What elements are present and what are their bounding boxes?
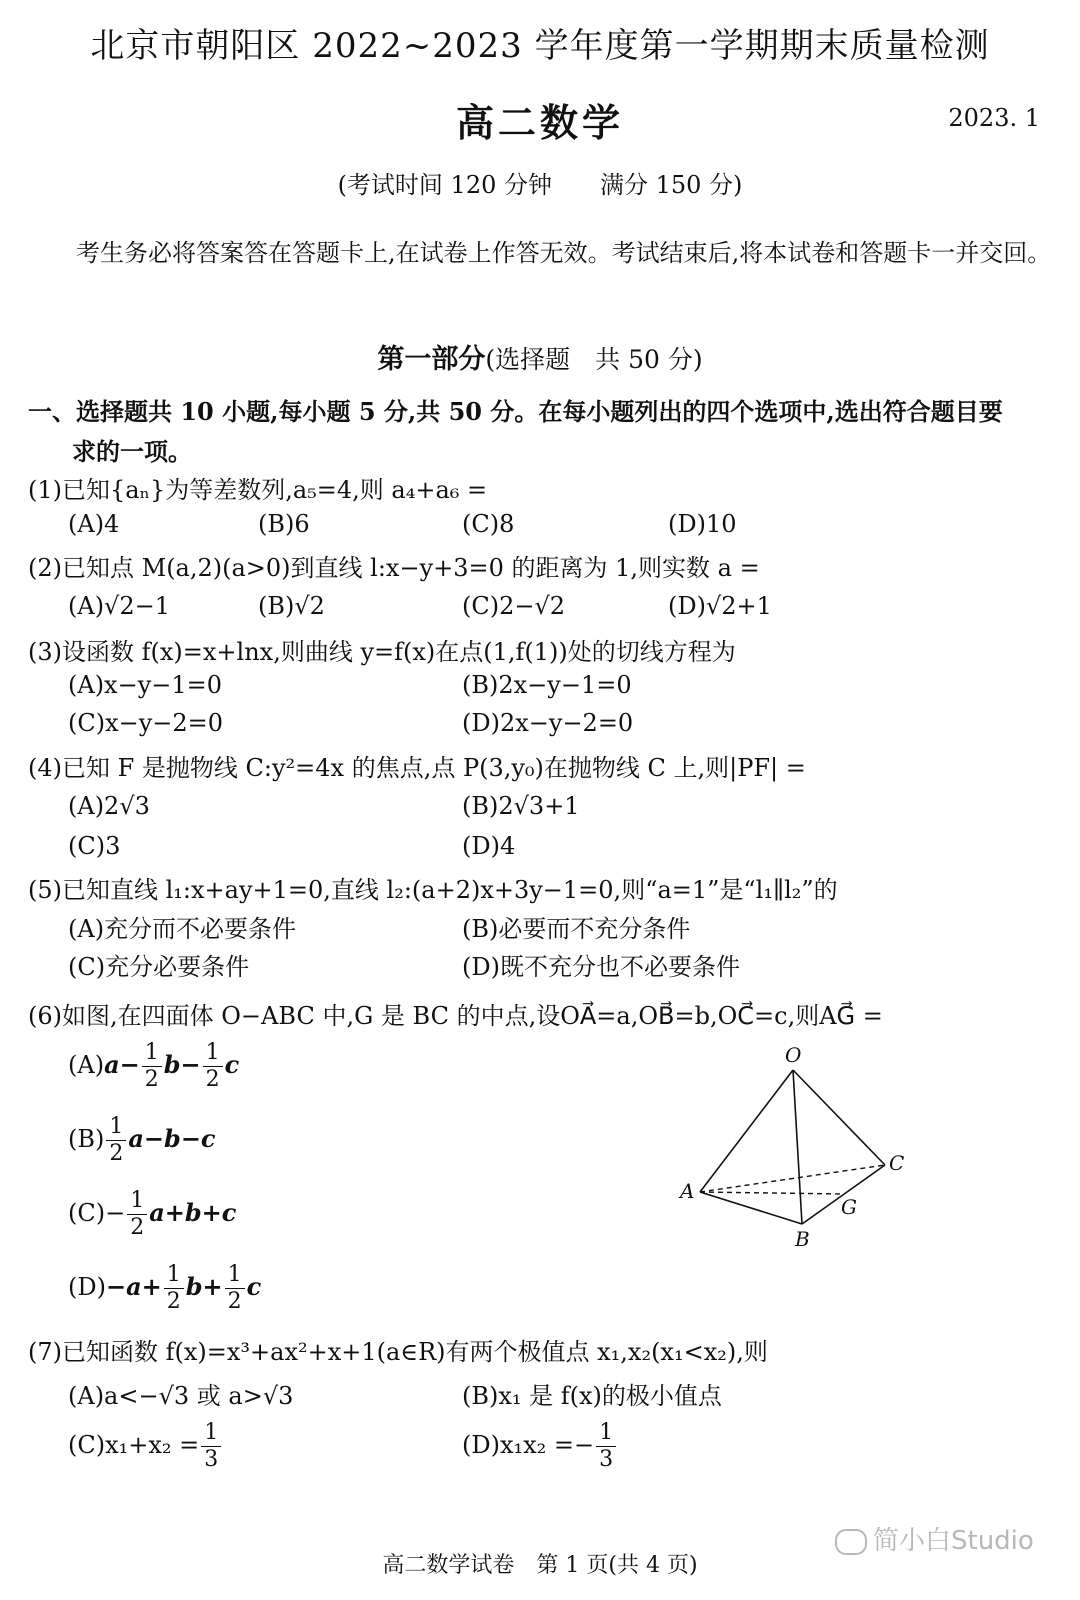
tetrahedron-figure [675,1042,915,1252]
q6-option-d: (D)−a+ $\frac{1}{2}$ b+ $\frac{1}{2}$ c [68,1262,262,1314]
section-line-2: 求的一项。 [72,437,192,466]
section-instructions [28,392,1063,472]
q1-option-b: (B)6 [258,510,310,538]
edge-ac-dashed [700,1165,885,1192]
part-detail: (选择题 共 50 分) [485,345,703,374]
q3-option-c: (C)x−y−2=0 [68,709,224,737]
q2-option-d: (D)√2+1 [668,592,772,620]
q7-option-a: (A)a<−√3 或 a>√3 [68,1382,294,1410]
q3-option-d: (D)2x−y−2=0 [462,709,634,737]
q6-option-b: (B) $\frac{1}{2}$ a−b−c [68,1114,216,1166]
question-5-stem: (5)已知直线 l₁:x+ay+1=0,直线 l₂:(a+2)x+3y−1=0,则“a=1”是“l₁∥l₂”的 [28,876,838,904]
label-c: C [889,1151,905,1175]
page-footer: 高二数学试卷 第 1 页(共 4 页) [382,1553,698,1578]
watermark: 简小白Studio [835,1520,1034,1557]
q2-option-c: (C)2−√2 [462,592,566,620]
exam-title: 北京市朝阳区 2022~2023 学年度第一学期期末质量检测 [90,26,990,66]
label-o: O [785,1043,802,1067]
q3-option-a: (A)x−y−1=0 [68,671,223,699]
q1-option-a: (A)4 [68,510,120,538]
q5-option-b: (B)必要而不充分条件 [462,915,691,943]
q4-option-a: (A)2√3 [68,792,150,820]
segment-ag-dashed [700,1192,843,1194]
q7-option-c: (C)x₁+x₂ = $\frac{1}{3}$ [68,1420,223,1473]
q4-option-b: (B)2√3+1 [462,792,580,820]
q5-option-c: (C)充分必要条件 [68,953,250,981]
part-heading [0,337,1080,376]
q5-option-d: (D)既不充分也不必要条件 [462,953,740,981]
exam-notice: 考生务必将答案答在答题卡上,在试卷上作答无效。考试结束后,将本试卷和答题卡一并交回。 [76,239,1052,267]
question-4-stem: (4)已知 F 是抛物线 C:y²=4x 的焦点,点 P(3,y₀)在抛物线 C 上,则|PF| = [28,754,806,782]
label-b: B [795,1227,810,1251]
question-1-stem: (1)已知{aₙ}为等差数列,a₅=4,则 a₄+a₆ = [28,476,488,504]
q7-option-d: (D)x₁x₂ =− $\frac{1}{3}$ [462,1420,618,1473]
q2-option-a: (A)√2−1 [68,592,170,620]
edge-oc [793,1070,885,1165]
q4-option-c: (C)3 [68,832,121,860]
exam-info: (考试时间 120 分钟 满分 150 分) [337,171,743,199]
question-6-stem: (6)如图,在四面体 O−ABC 中,G 是 BC 的中点,设OA⃗=a,OB⃗=b,OC⃗=c,则AG⃗ = [28,1002,883,1030]
section-line-1: 一、选择题共 10 小题,每小题 5 分,共 50 分。在每小题列出的四个选项中,选出符合题目要 [28,397,1003,426]
edge-oa [700,1070,793,1192]
q2-option-b: (B)√2 [258,592,325,620]
q7-option-b: (B)x₁ 是 f(x)的极小值点 [462,1382,722,1410]
question-3-stem: (3)设函数 f(x)=x+lnx,则曲线 y=f(x)在点(1,f(1))处的切线方程为 [28,638,736,666]
label-a: A [680,1179,695,1203]
subject-title: 高二数学 [455,100,624,145]
q4-option-d: (D)4 [462,832,516,860]
question-2-stem: (2)已知点 M(a,2)(a>0)到直线 l:x−y+3=0 的距离为 1,则实数 a = [28,554,760,582]
q6-option-c: (C)− $\frac{1}{2}$ a+b+c [68,1188,237,1240]
q3-option-b: (B)2x−y−1=0 [462,671,632,699]
q1-option-c: (C)8 [462,510,515,538]
question-7-stem: (7)已知函数 f(x)=x³+ax²+x+1(a∈R)有两个极值点 x₁,x₂(x₁<x₂),则 [28,1338,768,1366]
q5-option-a: (A)充分而不必要条件 [68,915,297,943]
part-name: 第一部分 [377,344,486,375]
q6-option-a: (A)a− $\frac{1}{2}$ b− $\frac{1}{2}$ c [68,1040,240,1092]
q1-option-d: (D)10 [668,510,737,538]
exam-date: 2023. 1 [948,104,1040,132]
edge-ob [793,1070,802,1224]
label-g: G [841,1195,857,1219]
edge-ab [700,1192,802,1224]
